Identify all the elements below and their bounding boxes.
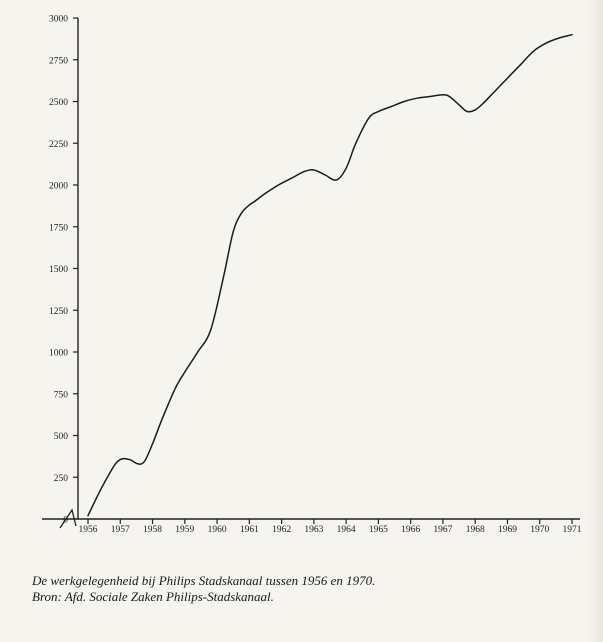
x-tick-label: 1957 bbox=[110, 525, 130, 535]
x-axis bbox=[42, 510, 582, 535]
y-tick-label: 1250 bbox=[49, 306, 68, 317]
y-tick-label: 2250 bbox=[49, 139, 68, 150]
y-tick-label: 750 bbox=[53, 390, 68, 401]
x-tick-label: 1963 bbox=[304, 525, 324, 535]
y-tick-label: 1500 bbox=[49, 265, 68, 275]
x-tick-label: 1967 bbox=[433, 525, 453, 535]
x-tick-label: 1965 bbox=[368, 525, 388, 535]
y-tick-label: 2750 bbox=[49, 56, 68, 67]
x-tick-label: 1961 bbox=[239, 525, 259, 535]
y-tick-label: 0 bbox=[63, 515, 68, 526]
x-tick-label: 1962 bbox=[272, 525, 292, 535]
x-tick-label: 1966 bbox=[401, 525, 421, 535]
y-tick-label: 1750 bbox=[49, 223, 68, 234]
x-tick-label: 1970 bbox=[530, 525, 550, 535]
y-tick-label: 250 bbox=[53, 473, 68, 484]
page-edge-shadow bbox=[588, 0, 603, 642]
series-line bbox=[88, 35, 572, 516]
y-axis bbox=[49, 15, 78, 526]
y-tick-label: 2000 bbox=[49, 181, 68, 192]
figure-caption: De werkgelegenheid bij Philips Stadskanaal tussen 1956 en 1970. Bron: Afd. Sociale Zaken Philips-Stadskanaal. bbox=[32, 573, 376, 604]
y-tick-label: 1000 bbox=[49, 348, 68, 359]
x-tick-label: 1956 bbox=[78, 525, 98, 535]
x-tick-label: 1968 bbox=[465, 525, 485, 535]
y-tick-label: 500 bbox=[53, 432, 68, 442]
y-tick-label: 2500 bbox=[49, 98, 68, 108]
y-ticks bbox=[49, 15, 78, 526]
x-tick-label: 1960 bbox=[207, 525, 227, 535]
x-tick-label: 1958 bbox=[143, 525, 163, 535]
x-tick-label: 1964 bbox=[336, 525, 356, 535]
x-tick-label: 1971 bbox=[562, 525, 582, 535]
y-tick-label: 3000 bbox=[49, 14, 68, 25]
x-tick-label: 1969 bbox=[497, 525, 517, 535]
x-tick-label: 1959 bbox=[175, 525, 195, 535]
x-ticks bbox=[79, 519, 582, 535]
